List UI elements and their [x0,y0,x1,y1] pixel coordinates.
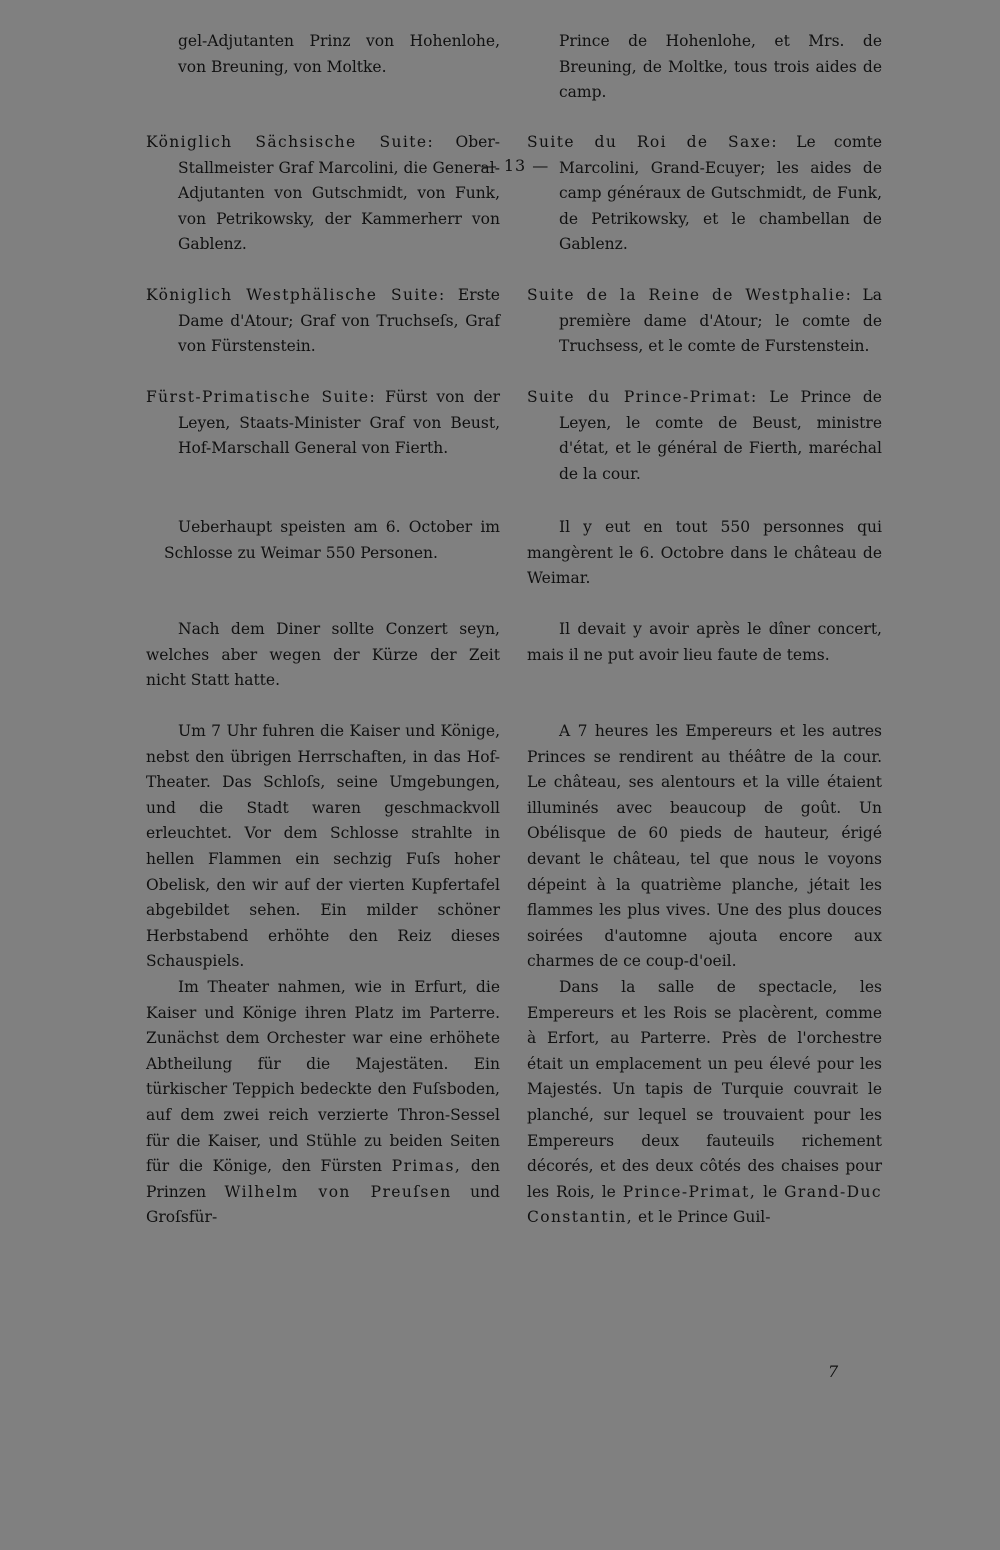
german-paragraph-dinner-count: Ueberhaupt speisten am 6. October im Schlosse zu Weimar 550 Personen. [164,518,500,562]
french-seating-primat: Prince-Primat, [622,1182,757,1201]
french-primate-suite-text: Le Prince de Leyen, le comte de Beust, ministre d'état, et le général de Fierth, maréchal de la cour. [559,388,882,483]
german-seating-text-b: den Prinzen [146,1157,500,1201]
german-saxon-suite-text: Ober-Stallmeister Graf Marcolini, die General-Adjutanten von Gutschmidt, von Funk, von Petrikowsky, der Kammerherr von Gablenz. [178,133,500,254]
french-westphalian-suite-label: Suite de la Reine de Westphalie: [527,286,853,304]
french-paragraph-concert: Il devait y avoir après le dîner concert, mais il ne put avoir lieu faute de tems. [527,620,882,664]
page-number: — 13 — [480,156,550,175]
german-primate-suite-text: Fürst von der Leyen, Staats-Minister Graf von Beust, Hof-Marschall General von Fierth. [178,388,500,458]
french-paragraph-theater-seating [527,975,882,1231]
german-paragraph-saxon-suite [146,130,500,258]
french-seating-constantin: Grand-Duc Constantin, [527,1182,882,1227]
french-westphalian-suite-text: La première dame d'Atour; le comte de Truchsess, et le comte de Furstenstein. [559,286,883,356]
german-seating-text-a: Im Theater nahmen, wie in Erfurt, die Kaiser und Könige ihren Platz im Parterre. Zunächst dem Orchester war eine erhöhete Abtheilung für die Majestäten. Ein türkischer Teppich bedeckte den Fuſsboden, auf dem zwei reich verzierte Thron-Sessel für die Kaiser, und Stühle zu beiden Seiten für die Könige, den Fürsten [146,978,500,1176]
german-seating-primas: Primas, [391,1157,462,1176]
german-paragraph-theater-illumination: Um 7 Uhr fuhren die Kaiser und Könige, nebst den übrigen Herrschaften, in das Hof-Theater. Das Schloſs, seine Umgebungen, und die Stadt waren geschmackvoll erleuchtet. Vor dem Schlosse strahlte in hellen Flammen ein sechzig Fuſs hoher Obelisk, den wir auf der vierten Kupfertafel abgebildet sehen. Ein milder schöner Herbstabend erhöhte den Reiz dieses Schauspiels. [146,722,500,971]
french-paragraph-saxon-suite [527,130,882,258]
french-seating-text-a: Dans la salle de spectacle, les Empereurs et les Rois se placèrent, comme à Erfort, au Parterre. Près de l'orchestre était un emplacement un peu élevé pour les Majestés. Un tapis de Turquie couvrait le planché, sur lequel se trouvaient pour les Empereurs deux fauteuils richement décorés, et des deux côtés des chaises pour les Rois, le [527,978,882,1201]
french-paragraph-1: Prince de Hohenlohe, et Mrs. de Breuning, de Moltke, tous trois aides de camp. [559,32,882,102]
german-saxon-suite-label: Königlich Sächsische Suite: [146,133,435,151]
german-paragraph-theater-seating [146,975,500,1231]
french-seating-text-b: le [763,1182,778,1201]
german-seating-text-c: und Groſsfür- [146,1182,500,1227]
signature-mark: 7 [828,1362,839,1381]
french-paragraph-theater-illumination: A 7 heures les Empereurs et les autres Princes se rendirent au théâtre de la cour. Le château, ses alentours et la ville étaient illuminés avec beaucoup de goût. Un Obélisque de 60 pieds de hauteur, érigé devant le château, tel que nous le voyons dépeint à la quatrième planche, jétait les flammes les plus vives. Une des plus douces soirées d'automne ajouta encore aux charmes de ce coup-d'oeil. [527,722,882,971]
german-primate-suite-label: Fürst-Primatische Suite: [146,388,377,406]
french-saxon-suite-label: Suite du Roi de Saxe: [527,133,779,151]
german-westphalian-suite-label: Königlich Westphälische Suite: [146,286,446,304]
german-westphalian-suite-text: Erste Dame d'Atour; Graf von Truchseſs, Graf von Fürstenstein. [178,286,500,356]
french-paragraph-westphalian-suite [527,283,882,360]
german-paragraph-primate-suite [146,385,500,462]
french-paragraph-dinner-count: Il y eut en tout 550 personnes qui mangèrent le 6. Octobre dans le château de Weimar. [527,518,882,588]
french-paragraph-primate-suite [527,385,882,487]
french-seating-text-c: et le Prince Guil- [638,1208,771,1227]
german-paragraph-1: gel-Adjutanten Prinz von Hohenlohe, von Breuning, von Moltke. [178,32,500,76]
french-saxon-suite-text: Le comte Marcolini, Grand-Ecuyer; les aides de camp généraux de Gutschmidt, de Funk, de Petrikowsky, et le chambellan de Gablenz. [559,133,882,254]
german-seating-wilhelm: Wilhelm von Preuſsen [224,1182,452,1201]
french-primate-suite-label: Suite du Prince-Primat: [527,388,758,406]
german-paragraph-concert: Nach dem Diner sollte Conzert seyn, welches aber wegen der Kürze der Zeit nicht Statt hatte. [146,620,500,690]
german-paragraph-westphalian-suite [146,283,500,360]
